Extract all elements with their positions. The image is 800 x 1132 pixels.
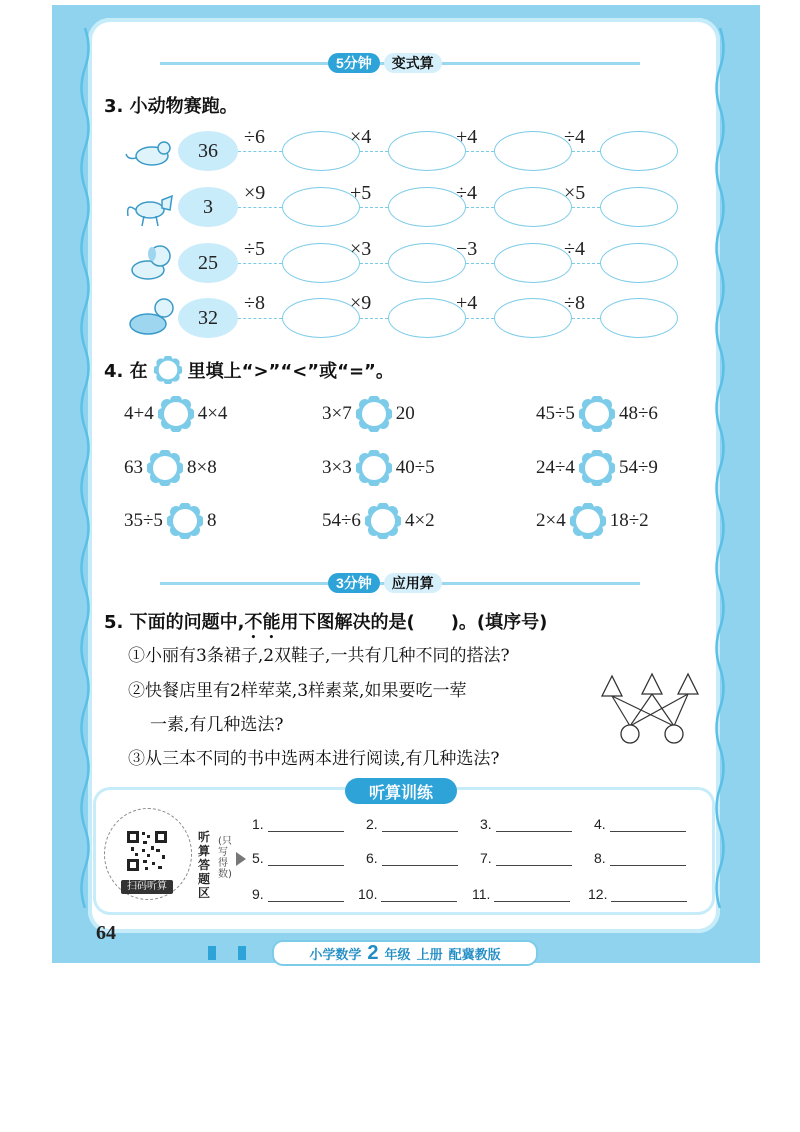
flower-blank-icon [154,356,182,384]
answer-oval[interactable] [600,187,678,227]
section-timer-badge: 5分钟 [328,53,380,73]
section-timer-badge: 3分钟 [328,573,380,593]
compare-item [322,503,435,539]
question-4-title [104,356,394,384]
operation-label: ×3 [350,238,372,260]
question-5-title [104,608,547,643]
option-3: ③从三本不同的书中选两本进行阅读,有几种选法? [128,749,500,769]
compare-left: 3×3 [322,457,352,478]
arrow [360,207,388,209]
fox-icon [124,186,176,230]
answer-oval[interactable] [494,298,572,338]
answer-blank[interactable] [594,850,686,866]
answer-oval[interactable] [600,298,678,338]
compare-item [536,450,658,486]
blank-number: 7. [480,850,492,866]
start-number: 32 [178,298,238,338]
compare-item [124,503,216,539]
compare-item [124,450,217,486]
question-5-title-a: 5. 下面的问题中, [104,612,245,633]
flower-blank-icon[interactable] [365,503,401,539]
race-row [0,238,800,288]
compare-item [322,450,435,486]
book-info-badge [272,940,538,966]
arrow [466,207,494,209]
operation-label: ÷6 [244,126,265,148]
answer-blank[interactable] [252,816,344,832]
answer-oval[interactable] [388,131,466,171]
operation-label: ÷8 [244,292,265,314]
compare-left: 4+4 [124,403,154,424]
race-row [0,292,800,342]
blank-number: 2. [366,816,378,832]
compare-left: 63 [124,457,143,478]
flower-blank-icon[interactable] [579,450,615,486]
section-banner-2 [328,572,442,594]
subject-label: 小学数学 [309,946,362,962]
arrow [238,151,282,153]
flower-blank-icon[interactable] [147,450,183,486]
answer-oval[interactable] [600,131,678,171]
mouse-icon [124,130,176,174]
blank-line [611,887,687,902]
operation-label: ÷5 [244,238,265,260]
flower-blank-icon[interactable] [167,503,203,539]
arrow [466,263,494,265]
blank-line [268,817,344,832]
compare-item [536,396,658,432]
flower-blank-icon[interactable] [356,450,392,486]
answer-area-note: (只写得数) [218,836,232,880]
arrow [572,151,600,153]
answer-area-label: 听算答题区 [198,830,211,900]
arrow [572,263,600,265]
compare-left: 3×7 [322,403,352,424]
question-5-title-c: 用下图解决的是( )。(填序号) [280,612,548,633]
operation-label: ÷8 [564,292,585,314]
start-number: 25 [178,243,238,283]
arrow [572,318,600,320]
compare-right: 48÷6 [618,403,658,424]
answer-blank[interactable] [588,886,687,902]
blank-number: 5. [252,850,264,866]
term-label: 上册 [416,946,443,962]
compare-left: 54÷6 [322,510,361,531]
answer-oval[interactable] [282,243,360,283]
arrow [360,318,388,320]
compare-right: 8×8 [187,457,217,478]
arrow [238,318,282,320]
blank-number: 9. [252,886,264,902]
compare-left: 24÷4 [536,457,575,478]
blank-line [382,851,458,866]
grade-label: 年级 [384,946,411,962]
arrow [360,263,388,265]
section-title: 应用算 [384,573,442,593]
blank-number: 12. [588,886,608,902]
answer-blank[interactable] [366,850,458,866]
answer-oval[interactable] [494,243,572,283]
arrow [572,207,600,209]
qr-code-icon[interactable] [125,829,169,873]
question-4-prefix: 4. 在 [104,361,148,382]
question-3-title: 3. 小动物赛跑。 [104,96,238,117]
answer-oval[interactable] [600,243,678,283]
operation-label: ×4 [350,126,372,148]
blank-line [382,817,458,832]
arrow [466,318,494,320]
blank-number: 11. [472,886,491,902]
compare-left: 2×4 [536,510,566,531]
compare-right: 8 [206,510,217,531]
arrow [238,263,282,265]
answer-blank[interactable] [358,886,457,902]
blank-number: 3. [480,816,492,832]
operation-label: +4 [456,126,478,148]
operation-label: ÷4 [456,182,477,204]
blank-number: 1. [252,816,264,832]
answer-oval[interactable] [388,298,466,338]
answer-oval[interactable] [282,298,360,338]
question-5-emphasis: 不能 [244,612,281,633]
answer-blank[interactable] [480,816,572,832]
operation-label: ×9 [244,182,266,204]
section-banner-1 [328,52,442,74]
answer-oval[interactable] [494,187,572,227]
race-row [0,182,800,232]
operation-label: ÷4 [564,126,585,148]
flower-blank-icon[interactable] [158,396,194,432]
compare-item [536,503,649,539]
answer-oval[interactable] [388,243,466,283]
operation-label: ×5 [564,182,586,204]
blank-line [268,851,344,866]
blank-line [494,887,570,902]
operation-label: ×9 [350,292,372,314]
blank-number: 8. [594,850,606,866]
operation-label: −3 [456,238,478,260]
blank-line [610,817,686,832]
edition-label: 配冀教版 [448,946,501,962]
operation-label: +5 [350,182,372,204]
start-number: 3 [178,187,238,227]
answer-blank[interactable] [252,886,344,902]
blank-line [496,817,572,832]
blank-number: 10. [358,886,378,902]
arrow [238,207,282,209]
flower-blank-icon[interactable] [579,396,615,432]
compare-right: 40÷5 [395,457,435,478]
compare-left: 45÷5 [536,403,575,424]
compare-right: 4×4 [197,403,228,424]
blank-number: 4. [594,816,606,832]
answer-blank[interactable] [252,850,344,866]
triangle-circle-diagram [596,668,706,748]
scan-label: 扫码听算 [121,880,173,894]
blank-line [381,887,457,902]
option-2-line-2: 一素,有几种选法? [150,715,284,735]
answer-oval[interactable] [494,131,572,171]
footer-tab [208,946,216,960]
start-number: 36 [178,131,238,171]
blank-number: 6. [366,850,378,866]
play-arrow-icon [236,852,246,866]
turtle-icon [124,294,176,338]
question-4-suffix: 里填上“>”“<”或“=”。 [187,361,394,382]
blank-line [268,887,344,902]
arrow [360,151,388,153]
compare-right: 4×2 [404,510,435,531]
compare-item [124,396,227,432]
answer-blank[interactable] [480,850,572,866]
arrow [466,151,494,153]
footer-tab [238,946,246,960]
blank-line [610,851,686,866]
blank-line [496,851,572,866]
flower-blank-icon[interactable] [570,503,606,539]
operation-label: +4 [456,292,478,314]
compare-right: 18÷2 [609,510,649,531]
grade-number: 2 [367,941,379,964]
compare-right: 54÷9 [618,457,658,478]
dog-icon [124,240,176,284]
listening-title: 听算训练 [345,778,457,804]
answer-blank[interactable] [594,816,686,832]
option-1: ①小丽有3条裙子,2双鞋子,一共有几种不同的搭法? [128,646,510,666]
flower-blank-icon[interactable] [356,396,392,432]
option-2-line-1: ②快餐店里有2样荤菜,3样素菜,如果要吃一荤 [128,681,467,701]
answer-oval[interactable] [282,187,360,227]
compare-item [322,396,415,432]
answer-oval[interactable] [388,187,466,227]
compare-right: 20 [395,403,415,424]
compare-left: 35÷5 [124,510,163,531]
section-title: 变式算 [384,53,442,73]
answer-oval[interactable] [282,131,360,171]
race-row [0,126,800,176]
page-number: 64 [96,922,116,944]
answer-blank[interactable] [366,816,458,832]
operation-label: ÷4 [564,238,585,260]
answer-blank[interactable] [472,886,570,902]
